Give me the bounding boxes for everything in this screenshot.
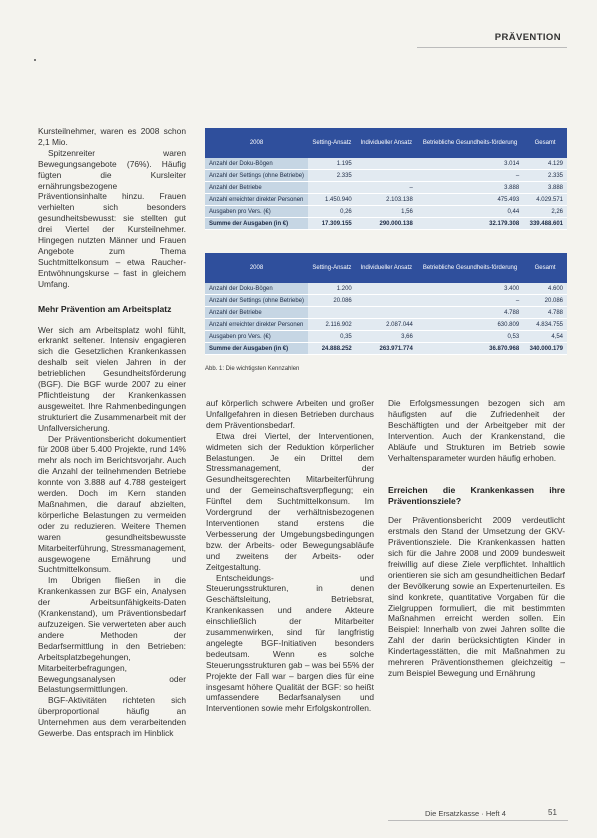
- paragraph: Der Präventionsbericht 2009 verdeutlicht erstmals den Stand der Umsetzung der GKV-Präventionsziele. Die Krankenkassen hatten sich für die Jahre 2008 und 2009 bundesweit freiwillig auf diese Ziele verpflichtet. Inhaltlich orientieren sie sich am gesundheitlichen Bedarf der Bevölkerung sowie an Expertenurteilen. Es sind konkrete, quantitative Vorgaben für die Zielgruppen formuliert, die mit bestimmten Maßnahmen erreicht werden sollen. Ein Beispiel: Innerhalb von zwei Jahren sollte die Zahl der darin berücksichtigten Kinder in Kindertagesstätten, die mit Maßnahmen zu mehreren Präventionsthemen gleichzeitig – zum Beispiel Bewegung und Ernährung: [388, 515, 565, 678]
- figure-table-2008: [205, 128, 567, 230]
- table-cell: [356, 170, 417, 182]
- table-cell: –: [356, 182, 417, 194]
- column-header: Individueller Ansatz: [356, 253, 417, 283]
- table-cell: [356, 283, 417, 295]
- paragraph: Etwa drei Viertel, der Interventionen, widmeten sich der Reduktion körperlicher Belastungen. Je ein Drittel dem Stressmanagement, der Gesundheitsgerechten Mitarbeiterführung und der Gemeinschaftsverpflegung; ein Fünftel dem Suchtmittelkonsum. Im Vordergrund der verhältnisbezogenen Interventionen stand erstens die Verbesserung der Umgebungsbedingungen bzw. der Arbeits- oder Bewegungsabläufe und zweitens der Arbeits- oder Zeitgestaltung.: [206, 430, 374, 572]
- table-cell: 2.335: [523, 170, 567, 182]
- table-cell: 0,26: [308, 206, 356, 218]
- table-row: [205, 170, 567, 182]
- table-cell: 1.195: [308, 158, 356, 170]
- table-row: [205, 283, 567, 295]
- table-cell: 20.086: [308, 295, 356, 307]
- table-row: [205, 194, 567, 206]
- table-cell: 1.450.940: [308, 194, 356, 206]
- table-cell: 36.870.968: [417, 343, 523, 355]
- footer-rule: [388, 820, 568, 821]
- section-heading: Erreichen die Krankenkassen ihre Präventionsziele?: [388, 485, 565, 507]
- table-cell: 0,53: [417, 331, 523, 343]
- figure-table-comparison: [205, 253, 567, 355]
- row-label: Ausgaben pro Vers. (€): [205, 206, 308, 218]
- table-cell: 32.179.308: [417, 218, 523, 230]
- paragraph: Die Erfolgsmessungen bezogen sich am häufigsten auf die Zufriedenheit der Beschäftigten und der Arbeitgeber mit der Intervention. Auch der Krankenstand, die Abläufe und Strukturen im Betrieb sowie Verhaltensparameter wurden häufig erhoben.: [388, 398, 565, 463]
- figure-caption: Abb. 1: Die wichtigsten Kennzahlen: [205, 366, 300, 372]
- header-rule: [417, 47, 567, 48]
- table-row: [205, 182, 567, 194]
- page-header: [0, 0, 597, 52]
- table-row: [205, 295, 567, 307]
- row-label: Anzahl erreichter direkter Personen: [205, 319, 308, 331]
- column-header: Gesamt: [523, 128, 567, 158]
- paragraph: Der Präventionsbericht dokumentiert für 2008 über 5.400 Projekte, rund 14% mehr als noch im Berichtsvorjahr. Auch die Anzahl der teilnehmenden Betriebe konnte von 3.888 auf 4.788 gesteigert werden. Doch im Kern standen Maßnahmen, die darauf abzielten, körperliche Belastungen zu vermeiden oder zu reduzieren. Weitere Themen waren gesundheitsbewusste Mitarbeiterführung, Stressmanagement, ausgewogene Ernährung und Suchtmittelkonsum.: [38, 433, 186, 575]
- table-row-total: [205, 218, 567, 230]
- table-cell: –: [417, 170, 523, 182]
- table-cell: 4.788: [417, 307, 523, 319]
- row-label: Summe der Ausgaben (in €): [205, 343, 308, 355]
- table-row: [205, 331, 567, 343]
- table-cell: 2.103.138: [356, 194, 417, 206]
- table-cell: 2.335: [308, 170, 356, 182]
- paragraph: auf körperlich schwere Arbeiten und großer Unfallgefahren in diesen Betrieben durchaus dem Präventionsbedarf.: [206, 398, 374, 430]
- paragraph: Wer sich am Arbeitsplatz wohl fühlt, erkrankt seltener. Intensiv engagieren sich die Gesetzlichen Krankenkassen deshalb seit vielen Jahren in der betrieblichen Gesundheitsförderung (BGF). Die BGF wurde 2007 zu einer Pflichtleistung der Krankenkassen ausgeweitet. Ihre Rahmenbedingungen strukturiert die Zusammenarbeit mit der Unfallversicherung.: [38, 324, 186, 433]
- column-header: Individueller Ansatz: [356, 128, 417, 158]
- footer-folio: Die Ersatzkasse · Heft 4: [425, 809, 506, 818]
- table-cell: 3.400: [417, 283, 523, 295]
- table-cell: 340.000.179: [523, 343, 567, 355]
- column-header: Betriebliche Gesundheits-förderung: [417, 128, 523, 158]
- table-cell: 3.888: [523, 182, 567, 194]
- row-label: Anzahl der Doku-Bögen: [205, 283, 308, 295]
- column-header: Setting-Ansatz: [308, 128, 356, 158]
- table-cell: 2.116.902: [308, 319, 356, 331]
- paragraph: Im Übrigen fließen in die Krankenkassen zur BGF ein, Analysen der Arbeitsunfähigkeits-Daten (Krankenstand), um Präventionsbedarf aufzuzeigen. Sie verwerteten aber auch andere Methoden der Bedarfsermittlung in den Betrieben: Arbeitsplatzbegehungen, Mitarbeiterbefragungen, Bewegungsanalysen oder Belastungsermittlungen.: [38, 575, 186, 695]
- table-cell: 4.600: [523, 283, 567, 295]
- row-label: Anzahl der Doku-Bögen: [205, 158, 308, 170]
- table-row: [205, 307, 567, 319]
- table-cell: –: [417, 295, 523, 307]
- row-label: Anzahl der Settings (ohne Betriebe): [205, 170, 308, 182]
- table-cell: 263.971.774: [356, 343, 417, 355]
- column-header: 2008: [205, 128, 308, 158]
- table-cell: 4.788: [523, 307, 567, 319]
- paragraph: Spitzenreiter waren Bewegungsangebote (76%). Häufig fügten die Kursleiter ernährungsbezogene Präventionsinhalte hinzu. Frauen verhielten sich besonders gesundheitsbewusst: sie stellten gut drei Viertel der Kursteilnehmer. Hingegen nutzten Männer und Frauen Angebote zum Thema Suchtmittelkonsum – etwa Raucher-Entwöhnungskurse – fast in gleichem Umfang.: [38, 147, 186, 289]
- table-cell: 1,56: [356, 206, 417, 218]
- table-cell: 4.834.755: [523, 319, 567, 331]
- row-label: Ausgaben pro Vers. (€): [205, 331, 308, 343]
- table-cell: 2,26: [523, 206, 567, 218]
- table-cell: [308, 182, 356, 194]
- table-cell: 0,44: [417, 206, 523, 218]
- paragraph: BGF-Aktivitäten richteten sich überproportional häufig an Unternehmen aus dem verarbeitenden Gewerbe. Das entsprach im Hinblick: [38, 695, 186, 739]
- table-cell: 0,35: [308, 331, 356, 343]
- row-label: Anzahl der Betriebe: [205, 182, 308, 194]
- table-row: [205, 319, 567, 331]
- table-cell: [308, 307, 356, 319]
- row-label: Anzahl erreichter direkter Personen: [205, 194, 308, 206]
- section-label: PRÄVENTION: [494, 32, 561, 43]
- table-cell: [356, 158, 417, 170]
- table-cell: [356, 307, 417, 319]
- table-cell: 1.200: [308, 283, 356, 295]
- table-cell: 4,54: [523, 331, 567, 343]
- row-label: Anzahl der Settings (ohne Betriebe): [205, 295, 308, 307]
- table-row: [205, 158, 567, 170]
- page-number: 51: [548, 808, 557, 817]
- table-cell: 2.087.044: [356, 319, 417, 331]
- table-cell: 17.309.155: [308, 218, 356, 230]
- table-cell: 290.000.138: [356, 218, 417, 230]
- column-header: Betriebliche Gesundheits-förderung: [417, 253, 523, 283]
- margin-mark: [34, 59, 36, 61]
- section-heading: Mehr Prävention am Arbeitsplatz: [38, 303, 172, 314]
- table-cell: 3.888: [417, 182, 523, 194]
- row-label: Summe der Ausgaben (in €): [205, 218, 308, 230]
- table-cell: [356, 295, 417, 307]
- table-row: [205, 206, 567, 218]
- table-row-total: [205, 343, 567, 355]
- table-cell: 3.014: [417, 158, 523, 170]
- table-cell: 630.809: [417, 319, 523, 331]
- table-cell: 339.488.601: [523, 218, 567, 230]
- row-label: Anzahl der Betriebe: [205, 307, 308, 319]
- table-cell: 20.086: [523, 295, 567, 307]
- table-cell: 4.029.571: [523, 194, 567, 206]
- table-cell: 475.493: [417, 194, 523, 206]
- column-header: 2008: [205, 253, 308, 283]
- table-cell: 4.129: [523, 158, 567, 170]
- table-cell: 24.888.252: [308, 343, 356, 355]
- paragraph: Kursteilnehmer, waren es 2008 schon 2,1 Mio.: [38, 126, 186, 147]
- paragraph: Entscheidungs- und Steuerungsstrukturen, in denen Geschäftsleitung, Betriebsrat, Krankenkassen und andere Akteure einschließlich der Mitarbeiter zusammenwirken, sind für langfristig angelegte BGF-Initiativen besonders bedeutsam. Wenn es solche Steuerungsstrukturen gab – was bei 55% der Projekte der Fall war – bargen dies für eine insgesamt höhere Qualität der BGF: so heißt umfassendere Bedarfsanalysen und Interventionen sowie mehr Erfolgskontrollen.: [206, 572, 374, 714]
- text-column-right: [388, 398, 565, 679]
- column-header: Gesamt: [523, 253, 567, 283]
- column-header: Setting-Ansatz: [308, 253, 356, 283]
- text-column-middle: [206, 398, 374, 714]
- table-cell: 3,66: [356, 331, 417, 343]
- text-column-left: [38, 126, 186, 739]
